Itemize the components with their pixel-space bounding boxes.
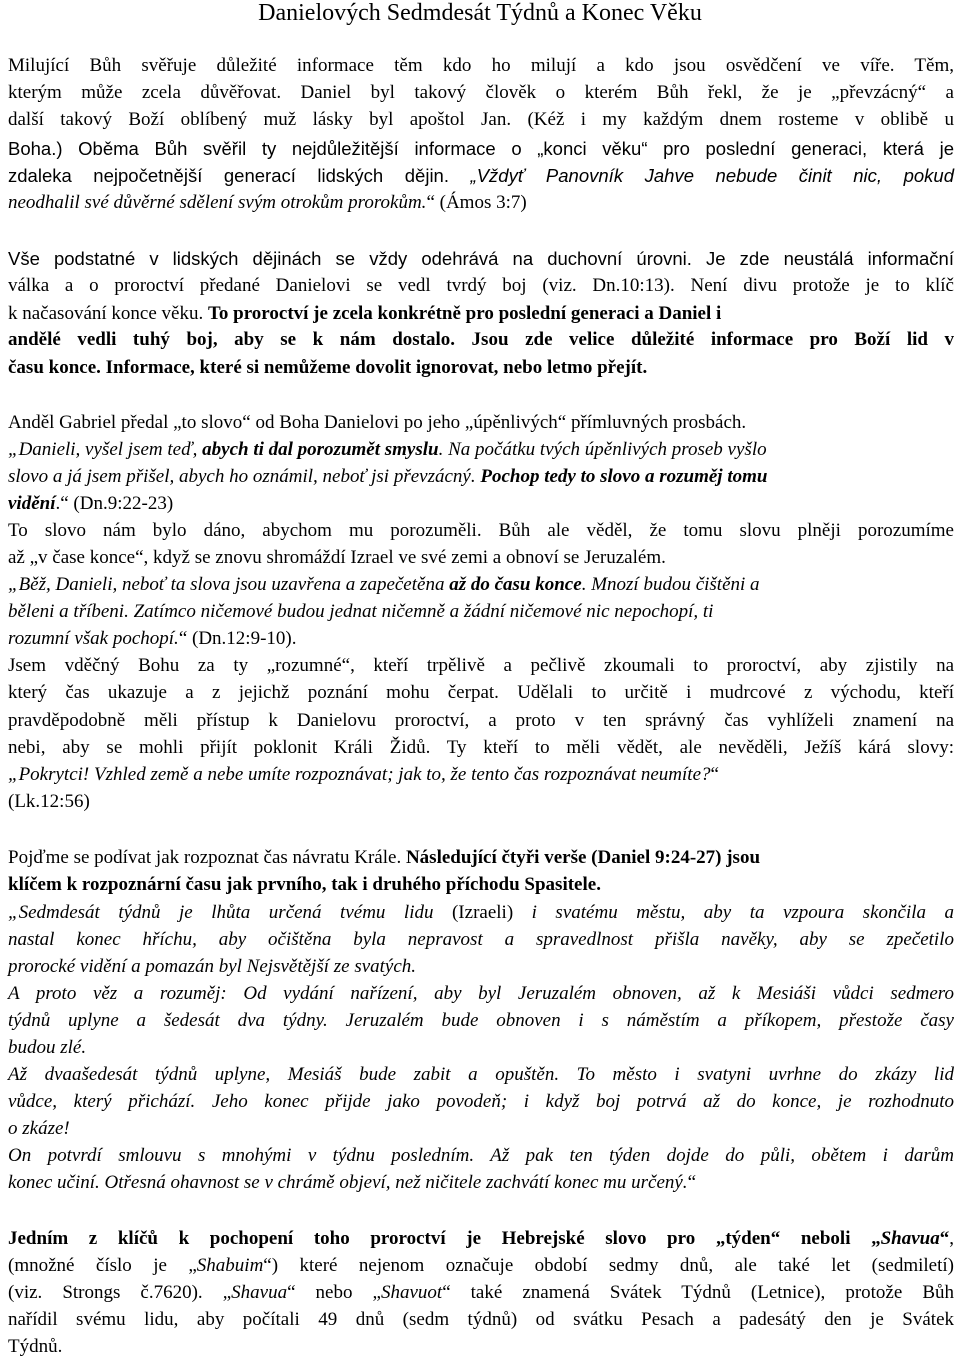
text-line <box>8 465 767 489</box>
document-title: Danielových Sedmdesát Týdnů a Konec Věku <box>258 0 702 26</box>
text-line <box>8 982 954 1006</box>
text-line <box>8 1254 954 1278</box>
text-line <box>8 928 954 952</box>
text-line <box>8 54 954 78</box>
text-line <box>8 681 954 705</box>
text-run: týdnů uplyne a šedesát dva týdny. Jeruzalém bude obnoven i s náměstím a příkopem, přestože časy <box>8 1010 954 1031</box>
text-line <box>8 763 719 787</box>
text-run: budou zlé. <box>8 1037 87 1058</box>
text-run: neodhalil své důvěrné sdělení svým otrokům prorokům. <box>8 192 427 213</box>
text-run: “ (Dn.12:9-10). <box>178 628 297 649</box>
text-run: Následující čtyři verše (Daniel 9:24-27) jsou <box>405 847 761 868</box>
text-run: abych ti dal porozumět smyslu <box>202 439 439 460</box>
text-run: vidění <box>8 493 56 514</box>
text-line <box>8 108 954 132</box>
text-run: “ <box>710 764 719 785</box>
text-run: Pochop tedy to slovo a rozuměj tomu <box>480 466 768 487</box>
text-line <box>8 1036 86 1060</box>
text-line <box>8 438 767 462</box>
text-line <box>8 627 296 651</box>
text-run: nařídil svému lidu, aby počítali 49 dnů (sedm týdnů) od svátku Pesach a padesátý den je Svátek <box>8 1309 954 1330</box>
text-run: andělé vedli tuhý boj, aby se k nám dostalo. Jsou zde velice důležité informace pro Boží lid v <box>8 329 954 350</box>
text-line <box>8 274 954 298</box>
text-run: kterým může zcela důvěřovat. Daniel byl takový člověk o kterém Bůh řekl, že je „převzácný“ a <box>8 82 954 103</box>
text-run: (množné číslo je „ <box>8 1255 197 1276</box>
text-line <box>8 901 954 925</box>
text-run: o zkáze! <box>8 1118 70 1139</box>
text-line <box>8 1281 954 1305</box>
text-run: To proroctví je zcela konkrétně pro poslední generaci a Daniel i <box>207 303 722 324</box>
text-line <box>8 955 416 979</box>
text-line <box>8 356 647 380</box>
text-run: Jsem vděčný Bohu za ty „rozumné“, kteří trpělivě a pečlivě zkoumali to proroctví, aby zjistily na <box>8 655 954 676</box>
text-run: prorocké vidění a pomazán byl Nejsvětější ze svatých. <box>8 956 417 977</box>
text-run: On potvrdí smlouvu s mnohými v týdnu posledním. Až pak ten týden dojde do půli, obětem i darům <box>8 1145 954 1166</box>
text-run: Shavua <box>231 1282 288 1303</box>
text-line <box>8 1227 954 1251</box>
text-run: konec učiní. Otřesná ohavnost se v chrámě objeví, než ničitele zachvátí konec mu určený. <box>8 1172 688 1193</box>
text-run: k načasování konce věku. <box>8 303 208 324</box>
text-run: válka a o proroctví předané Danielovi se vedl tvrdý boj (viz. Dn.10:13). Není divu protože je to klíč <box>8 275 954 296</box>
text-line <box>8 1090 954 1114</box>
text-line <box>8 736 954 760</box>
text-run: “ <box>687 1172 696 1193</box>
text-run: “ také znamená Svátek Týdnů (Letnice), protože Bůh <box>442 1282 954 1303</box>
text-run: času konce. Informace, které si nemůžeme dovolit ignorovat, nebo letmo přejít. <box>8 357 648 378</box>
text-run: který čas ukazuje a z jejichž poznání mohu čerpat. Udělali to určitě i mudrcové z východu, kteří <box>8 682 954 703</box>
text-run: “ (Ámos 3:7) <box>426 192 527 213</box>
text-line <box>8 492 173 516</box>
text-run: Anděl Gabriel předal „to slovo“ od Boha Danielovi po jeho „úpěnlivých“ přímluvných prosbách. <box>8 412 747 433</box>
text-run: .“ (Dn.9:22-23) <box>55 493 174 514</box>
text-line <box>8 1171 696 1195</box>
text-run: To slovo nám bylo dáno, abychom mu porozuměli. Bůh ale věděl, že tomu slovu plněji porozumíme <box>8 520 954 541</box>
text-line <box>8 654 954 678</box>
text-run: Je zde neustálá informační <box>706 248 954 269</box>
text-run: “ <box>939 1228 950 1249</box>
text-run: „Sedmdesát týdnů je lhůta určená tvému lidu <box>8 902 452 923</box>
text-line <box>8 328 954 352</box>
text-run: Boha.) Oběma Bůh svěřil ty nejdůležitější informace o „konci věku“ pro poslední generaci, která je <box>8 138 954 159</box>
text-line <box>8 1144 954 1168</box>
text-run: “) které nejenom označuje období sedmy dnů, ale také let (sedmiletí) <box>263 1255 954 1276</box>
text-line <box>8 519 954 543</box>
text-run: (Izraeli) <box>451 902 532 923</box>
text-run: Shavuot <box>380 1282 443 1303</box>
text-run: , <box>949 1228 954 1249</box>
text-line <box>8 302 721 326</box>
text-run: pravděpodobně měli přístup k Danielovu proroctví, a proto v ten správný čas vyhlíželi znamení na <box>8 710 954 731</box>
text-run: . Mnozí budou čištěni a <box>581 574 760 595</box>
text-run: rozumní však pochopí. <box>8 628 179 649</box>
text-line <box>8 790 90 814</box>
text-run: až do času konce <box>449 574 582 595</box>
text-run: „Pokrytci! Vzhled země a nebe umíte rozpoznávat; jak to, že tento čas rozpoznávat neumíte? <box>8 764 711 785</box>
text-line <box>8 81 954 105</box>
text-run: Vše podstatné v lidských dějinách se vždy odehrává na duchovní úrovni. <box>8 248 707 269</box>
text-line <box>8 846 760 870</box>
text-run: Shavua <box>880 1228 940 1249</box>
text-run: A proto věz a rozuměj: Od vydání nařízení, aby byl Jeruzalém obnoven, až k Mesiáši vůdci sedmero <box>8 983 954 1004</box>
text-run: i svatému městu, aby ta vzpoura skončila a <box>531 902 955 923</box>
text-line <box>8 1335 62 1359</box>
text-line <box>8 873 601 897</box>
text-line <box>8 1308 954 1332</box>
text-run: Milující Bůh svěřuje důležité informace těm kdo ho milují a kdo jsou osvědčení ve víře. Těm, <box>8 55 954 76</box>
text-run: běleni a tříbeni. Zatímco ničemové budou jednat ničemně a žádní ničemové nic nepochopí, ti <box>8 601 714 622</box>
text-run: Jedním z klíčů k pochopení toho proroctví je Hebrejské slovo pro „týden“ neboli „ <box>8 1228 881 1249</box>
text-line <box>8 600 713 624</box>
text-run: až „v čase konce“, když se znovu shromáždí Izrael ve své zemi a obnoví se Jeruzalém. <box>8 547 666 568</box>
text-run: (Lk.12:56) <box>8 791 90 812</box>
text-run: “ nebo „ <box>287 1282 381 1303</box>
text-run: . Na počátku tvých úpěnlivých proseb vyšlo <box>438 439 767 460</box>
text-run: „Běž, Danieli, neboť ta slova jsou uzavřena a zapečetěna <box>8 574 450 595</box>
text-line <box>8 573 760 597</box>
text-line <box>8 247 954 271</box>
text-run: slovo a já jsem přišel, abych ho oznámil, neboť jsi převzácný. <box>8 466 481 487</box>
text-line <box>8 1117 70 1141</box>
text-line <box>8 137 954 161</box>
text-line <box>8 164 954 188</box>
text-run: Shabuim <box>196 1255 264 1276</box>
text-run: Týdnů. <box>8 1336 63 1357</box>
text-run: Až dvaašedesát týdnů uplyne, Mesiáš bude zabit a opuštěn. To město i svatyni uvrhne do zkázy lid <box>8 1064 954 1085</box>
text-line <box>8 709 954 733</box>
text-line <box>8 191 527 215</box>
text-run: nebi, aby se mohli přijít poklonit Králi Židů. Ty kteří to měli vědět, ale nevěděli, Ježíš kárá slovy: <box>8 737 954 758</box>
text-run: vůdce, který přichází. Jeho konec přijde jako povodeň; i když boj potrvá až do konce, je rozhodnuto <box>8 1091 954 1112</box>
text-line <box>8 411 746 435</box>
text-run: Pojďme se podívat jak rozpoznat čas návratu Krále. <box>8 847 406 868</box>
text-run: „Danieli, vyšel jsem teď, <box>8 439 203 460</box>
text-run: (viz. Strongs č.7620). „ <box>8 1282 232 1303</box>
text-line <box>8 1063 954 1087</box>
text-run: zdaleka nejpočetnější generací lidských dějin. <box>8 165 471 186</box>
text-run: klíčem k rozpoznární času jak prvního, tak i druhého příchodu Spasitele. <box>8 874 601 895</box>
text-line <box>8 1009 954 1033</box>
text-line <box>8 546 666 570</box>
text-run: nastal konec hříchu, aby očištěna byla nepravost a spravedlnost přišla navěky, aby se zpečetilo <box>8 929 954 950</box>
text-run: další takový Boží oblíbený muž lásky byl apoštol Jan. (Kéž i my každým dnem rosteme v oblibě u <box>8 109 954 130</box>
text-run: „Vždyť Panovník Jahve nebude činit nic, pokud <box>470 165 954 186</box>
